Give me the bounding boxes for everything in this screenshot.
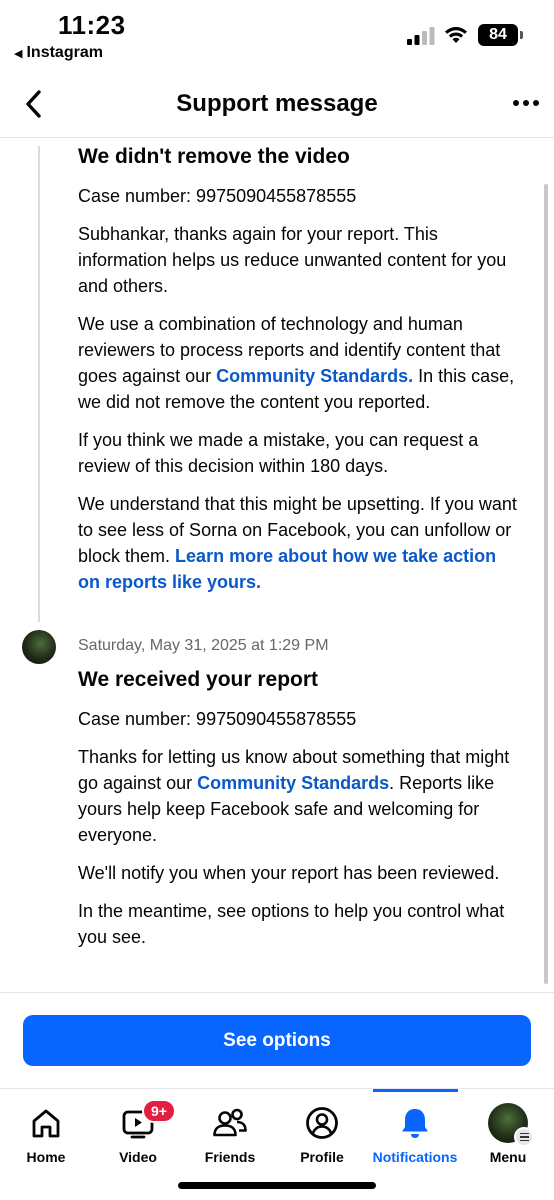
tab-menu[interactable] <box>462 1103 554 1173</box>
support-message-received <box>78 636 518 962</box>
back-to-app-link[interactable] <box>14 44 103 62</box>
scrollbar[interactable] <box>544 184 548 984</box>
support-message-decision <box>78 144 518 607</box>
case-number: Case number: 9975090455878555 <box>78 186 357 207</box>
home-indicator <box>178 1182 376 1189</box>
divider <box>0 992 554 993</box>
timeline-line <box>38 146 40 622</box>
tab-home[interactable] <box>0 1103 92 1173</box>
back-app-label: Instagram <box>26 44 103 61</box>
tab-label: Video <box>119 1149 157 1165</box>
community-standards-link[interactable]: Community Standards. <box>216 366 414 387</box>
tab-notifications[interactable] <box>369 1103 461 1173</box>
tab-video[interactable] <box>92 1103 184 1173</box>
avatar <box>22 630 56 664</box>
tab-friends[interactable] <box>184 1103 276 1173</box>
active-tab-indicator <box>373 1089 458 1092</box>
tab-label: Home <box>26 1149 66 1165</box>
more-options-icon[interactable] <box>508 88 544 118</box>
message-title: We received your report <box>78 668 319 692</box>
status-bar <box>0 0 554 70</box>
friends-icon <box>211 1105 249 1141</box>
bell-icon <box>397 1105 433 1141</box>
signal-icon <box>406 26 436 46</box>
see-options-button[interactable]: See options <box>23 1015 531 1066</box>
tab-label: Menu <box>489 1149 527 1165</box>
case-number: Case number: 9975090455878555 <box>78 709 357 730</box>
tab-profile[interactable] <box>276 1103 368 1173</box>
message-timestamp: Saturday, May 31, 2025 at 1:29 PM <box>78 637 329 654</box>
tab-label: Profile <box>300 1149 344 1165</box>
message-thread[interactable] <box>0 140 554 992</box>
message-paragraph: If you think we made a mistake, you can request a review of this decision within 180 days. <box>78 430 479 477</box>
message-paragraph: We understand that this might be upsetting. If you want to see less of Sorna on Facebook, you can unfollow or block them. Learn more about how we take action on reports like yours. <box>78 494 517 593</box>
learn-more-link[interactable]: Learn more about how we take action on reports like yours. <box>78 546 497 593</box>
back-triangle-icon: ◀ <box>14 47 23 60</box>
message-paragraph: Thanks for letting us know about something that might go against our Community Standards. Reports like yours help keep Facebook safe and welcoming for everyone. <box>78 747 510 846</box>
tab-label: Notifications <box>372 1149 458 1165</box>
page-title: Support message <box>176 90 378 117</box>
message-paragraph: In the meantime, see options to help you control what you see. <box>78 901 505 948</box>
tab-label: Friends <box>204 1149 256 1165</box>
menu-avatar <box>488 1103 528 1143</box>
page-header <box>0 78 554 138</box>
wifi-icon <box>443 23 469 45</box>
message-paragraph: We'll notify you when your report has been reviewed. <box>78 863 500 884</box>
profile-icon <box>304 1105 340 1141</box>
notification-badge: 9+ <box>142 1099 176 1123</box>
status-time: 11:23 <box>58 10 126 40</box>
message-title: We didn't remove the video <box>78 145 350 168</box>
menu-icon <box>514 1127 534 1147</box>
message-paragraph: Subhankar, thanks again for your report. This information helps us reduce unwanted content for you and others. <box>78 224 507 297</box>
community-standards-link[interactable]: Community Standards <box>197 773 390 794</box>
home-icon <box>28 1105 64 1141</box>
battery-indicator: 84 <box>478 24 518 46</box>
message-paragraph: We use a combination of technology and human reviewers to process reports and identify content that goes against our Community Standards. In this case, we did not remove the content you reported. <box>78 314 515 413</box>
